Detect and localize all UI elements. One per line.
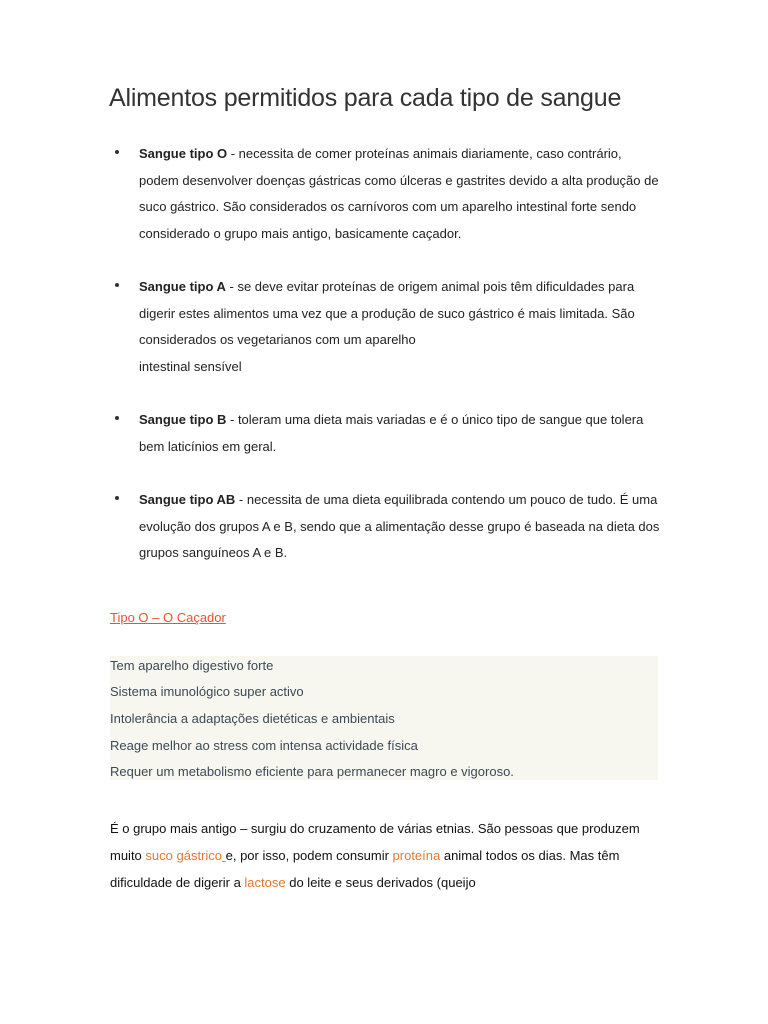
link-lactose[interactable]: lactose xyxy=(244,875,286,890)
list-item-label: Sangue tipo A xyxy=(139,279,226,294)
paragraph-text: animal todos os dias. Mas têm dificuldade de digerir a xyxy=(110,848,620,890)
bullet-icon xyxy=(115,496,119,500)
list-item-body: - necessita de comer proteínas animais diariamente, caso contrário, podem desenvolver doenças gástricas como úlceras e gastrites devido a alta produção de suco gástrico. São considerados os carnívoros com um aparelho intestinal forte sendo considerado o grupo mais antigo, basicamente caçador. xyxy=(139,146,659,241)
list-item-label: Sangue tipo AB xyxy=(139,492,236,507)
bullet-icon xyxy=(115,283,119,287)
trait-item: Tem aparelho digestivo forte xyxy=(110,658,274,673)
link-suco-gastrico[interactable]: suco gástrico xyxy=(145,848,222,863)
trait-item: Requer um metabolismo eficiente para permanecer magro e vigoroso. xyxy=(110,764,514,779)
bullet-icon xyxy=(115,150,119,154)
list-item-label: Sangue tipo O xyxy=(139,146,228,161)
list-item-body: - necessita de uma dieta equilibrada contendo um pouco de tudo. É uma evolução dos grupos A e B, sendo que a alimentação desse grupo é baseada na dieta dos grupos sanguíneos A e B. xyxy=(139,492,660,560)
traits-box xyxy=(110,656,658,780)
paragraph-text: do leite e seus derivados (queijo xyxy=(285,875,476,890)
list-item-text xyxy=(139,274,664,380)
list-item-body: - se deve evitar proteínas de origem animal pois têm dificuldades para digerir estes alimentos uma vez que a produção de suco gástrico é mais limitada. São considerados os vegetarianos com um aparelho xyxy=(139,279,635,347)
body-paragraph xyxy=(110,815,660,896)
trait-item: Reage melhor ao stress com intensa actividade física xyxy=(110,738,418,753)
list-item-text xyxy=(139,141,664,247)
paragraph-text: É o grupo mais antigo – surgiu do cruzamento de várias etnias. São pessoas que produzem muito xyxy=(110,821,640,863)
link-proteina[interactable]: proteína xyxy=(392,848,441,863)
page-title: Alimentos permitidos para cada tipo de sangue xyxy=(109,84,622,112)
section-heading-link[interactable]: Tipo O – O Caçador xyxy=(110,610,226,625)
list-item-label: Sangue tipo B xyxy=(139,412,227,427)
list-item-body: - toleram uma dieta mais variadas e é o único tipo de sangue que tolera bem laticínios em geral. xyxy=(139,412,644,454)
paragraph-text: e, por isso, podem consumir xyxy=(225,848,393,863)
list-item-text xyxy=(139,407,664,460)
trait-item: Intolerância a adaptações dietéticas e ambientais xyxy=(110,711,395,726)
bullet-icon xyxy=(115,416,119,420)
trait-item: Sistema imunológico super activo xyxy=(110,684,304,699)
list-item-text xyxy=(139,487,664,567)
list-item-body-continued: intestinal sensível xyxy=(139,358,242,374)
